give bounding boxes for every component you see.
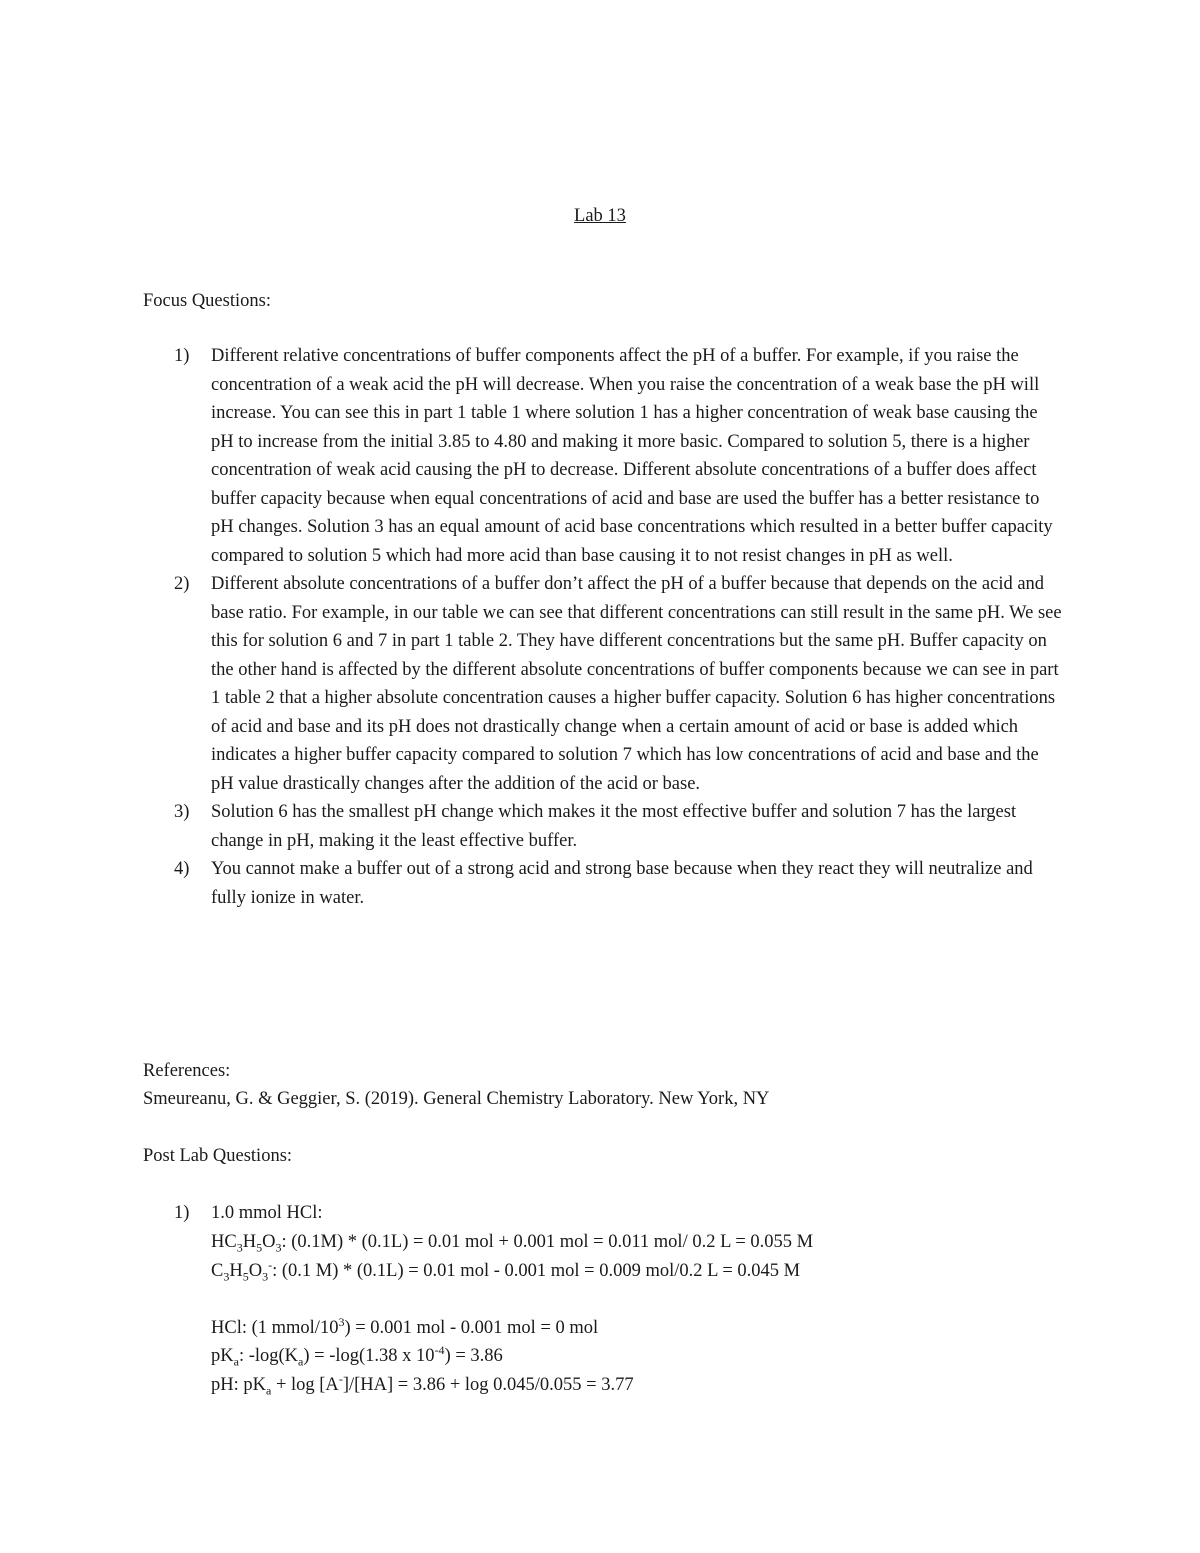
list-item-number: 4) — [174, 859, 190, 879]
list-item-number: 1) — [174, 1203, 190, 1223]
post-lab-list — [143, 1199, 1063, 1228]
list-item-number: 2) — [174, 574, 190, 594]
reference-citation: Smeureanu, G. & Geggier, S. (2019). General Chemistry Laboratory. New York, NY — [143, 1089, 770, 1109]
blank-line — [211, 1285, 1111, 1314]
references-heading: References: — [143, 1061, 231, 1081]
list-item-text: Different relative concentrations of buffer components affect the pH of a buffer. For example, if you raise the concentration of a weak acid the pH will decrease. When you raise the concentration of a weak base the pH will increase. You can see this in part 1 table 1 where solution 1 has a higher concentration of weak base causing the pH to increase from the initial 3.85 to 4.80 and making it more basic. Compared to solution 5, there is a higher concentration of weak acid causing the pH to decrease. Different absolute concentrations of a buffer does affect buffer capacity because when equal concentrations of acid and base are used the buffer has a better resistance to pH changes. Solution 3 has an equal amount of acid base concentrations which resulted in a better buffer capacity compared to solution 5 which had more acid than base causing it to not resist changes in pH as well. — [211, 346, 1053, 566]
post-lab-heading: Post Lab Questions: — [143, 1146, 293, 1166]
list-item — [143, 1199, 1063, 1228]
focus-questions-heading: Focus Questions: — [143, 291, 271, 311]
list-item-text: 1.0 mmol HCl: — [211, 1203, 323, 1223]
list-item — [143, 855, 1063, 912]
list-item-number: 3) — [174, 802, 190, 822]
base-concentration-line: $C_3H_5O_3^-$: (0.1 M) * (0.1L) = 0.01 mol - 0.001 mol = 0.009 mol/0.2 L = 0.045 M — [211, 1257, 801, 1284]
pka-line: $pK_a$: $-\log(K_a) = -\log(1.38$ x $10^{-4}) = 3.86$ — [211, 1342, 503, 1369]
focus-questions-list — [143, 342, 1063, 912]
list-item-number: 1) — [174, 346, 190, 366]
list-item — [143, 342, 1063, 570]
hcl-moles-line: HCl: (1 mmol/$10^3) = 0.001$ mol - 0.001 mol = 0 mol — [211, 1314, 599, 1338]
list-item — [143, 570, 1063, 798]
list-item-text: Different absolute concentrations of a buffer don’t affect the pH of a buffer because that depends on the acid and base ratio. For example, in our table we can see that different concentrations can still result in the same pH. We see this for solution 6 and 7 in part 1 table 2. They have different concentrations but the same pH. Buffer capacity on the other hand is affected by the different absolute concentrations of buffer components because we can see in part 1 table 2 that a higher absolute concentration causes a higher buffer capacity. Solution 6 has higher concentrations of acid and base and its pH does not drastically change when a certain amount of acid or base is added which indicates a higher buffer capacity compared to solution 7 which has low concentrations of acid and base and the pH value drastically changes after the addition of the acid or base. — [211, 574, 1062, 794]
calculation-block — [211, 1228, 1111, 1399]
ph-line: pH: $pK_a + \log [A^-]/[HA] = 3.86 + \log 0.045/0.055 = 3.77$ — [211, 1371, 634, 1398]
page-title: Lab 13 — [574, 206, 626, 226]
list-item-text: Solution 6 has the smallest pH change which makes it the most effective buffer and solution 7 has the largest change in pH, making it the least effective buffer. — [211, 802, 1017, 851]
list-item — [143, 798, 1063, 855]
list-item-text: You cannot make a buffer out of a strong acid and strong base because when they react they will neutralize and fully ionize in water. — [211, 859, 1033, 908]
acid-concentration-line: $HC_3H_5O_3$: (0.1M) * (0.1L) = 0.01 mol + 0.001 mol = 0.011 mol/ 0.2 L = 0.055 M — [211, 1232, 814, 1255]
